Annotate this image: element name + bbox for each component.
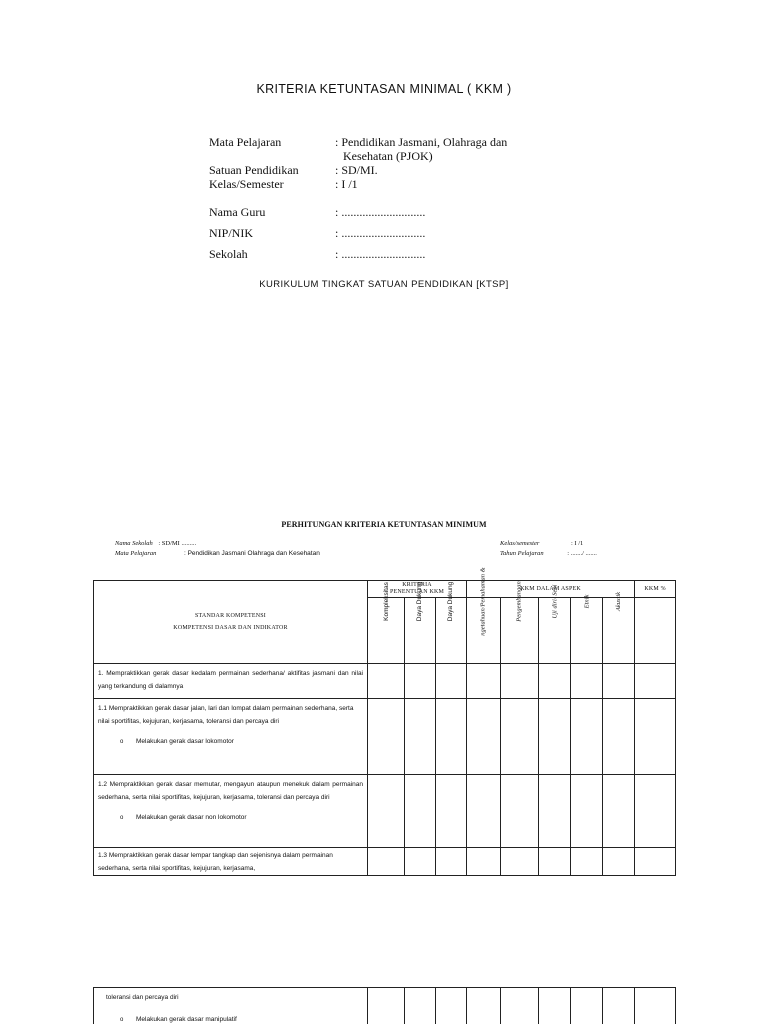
header-kriteria-1: KRITERIA — [402, 582, 432, 588]
page-title: KRITERIA KETUNTASAN MINIMAL ( KKM ) — [256, 82, 512, 96]
header-kd: KOMPETENSI DASAR DAN INDIKATOR — [173, 625, 288, 631]
indicator-bullet: o Melakukan gerak dasar manipulatif — [94, 1010, 367, 1024]
meta-class-value: : I /1 — [570, 540, 584, 547]
col-header-akustik: Akustik — [603, 598, 635, 664]
header-kriteria-2: PENENTUAN KKM — [389, 589, 445, 595]
row-text-cell: 1.2 Mempraktikkan gerak dasar memutar, mengayun ataupun menekuk dalam permainan sederhana, serta nilai sportifitas, kejujuran, kerjasama, toleransi dan percaya diri o Melakukan gerak dasar non lokomotor — [94, 775, 368, 848]
meta-school-label: Nama Sekolah — [115, 540, 153, 547]
info-label: Nama Guru — [209, 205, 266, 219]
info-label: Sekolah — [209, 247, 248, 261]
info-label: NIP/NIK — [209, 226, 253, 240]
meta-year — [500, 550, 597, 557]
table-row — [94, 848, 676, 876]
col-header-uji-diri: Uji diri/ Seni — [539, 598, 571, 664]
meta-class — [500, 540, 583, 547]
curriculum-heading: KURIKULUM TINGKAT SATUAN PENDIDIKAN [KTSP] — [259, 279, 509, 290]
header-kkm: KKM % — [635, 581, 676, 598]
info-value: : I /1 — [335, 177, 358, 191]
meta-subject-label: Mata Pelajaran — [115, 550, 157, 557]
meta-subject — [115, 550, 320, 557]
table-row — [94, 664, 676, 699]
kkm-table-continued — [93, 987, 676, 1024]
header-standard — [94, 581, 368, 664]
row-text-cell: 1. Mempraktikkan gerak dasar kedalam permainan sederhana/ aktifitas jasmani dan nilai yang terkandung di dalamnya — [94, 664, 368, 699]
col-header-kompleksitas: Kompleksitas — [368, 598, 405, 664]
indicator-bullet: o Melakukan gerak dasar non lokomotor — [94, 808, 367, 825]
row-text-cell: toleransi dan percaya diri o Melakukan gerak dasar manipulatif — [94, 988, 368, 1024]
col-header-daya-dukung-2: Daya Dukung — [436, 598, 467, 664]
col-header-daya-dukung: Daya Dukung — [405, 598, 436, 664]
meta-school-value: : SD/MI ......... — [158, 540, 197, 547]
table-row — [94, 699, 676, 775]
col-header-etnik: Etnik — [571, 598, 603, 664]
meta-subject-value: : Pendidikan Jasmani Olahraga dan Kesehatan — [183, 550, 320, 557]
kkm-table — [93, 567, 676, 876]
info-value-cont: Kesehatan (PJOK) — [343, 149, 433, 163]
col-header-pengembangan: Pengembangan — [501, 598, 539, 664]
row-text-cell: 1.3 Mempraktikkan gerak dasar lempar tangkap dan sejenisnya dalam permainan sederhana, serta nilai sportifitas, kejujuran, kerjasama, — [94, 848, 368, 876]
col-header-kkm — [635, 598, 676, 664]
info-value: : SD/MI. — [335, 163, 378, 177]
indicator-bullet: o Melakukan gerak dasar lokomotor — [94, 732, 367, 749]
header-aspek: KKM DALAM ASPEK — [467, 581, 635, 598]
col-header-pengetahuan: ngetahuan/Pemahaman & — [467, 598, 501, 664]
meta-year-label: Tahun Pelajaran — [500, 550, 544, 557]
info-value: : ............................ — [335, 205, 426, 219]
info-value: : ............................ — [335, 226, 426, 240]
row-text-cell: 1.1 Mempraktikkan gerak dasar jalan, lari dan lompat dalam permainan sederhana, serta nilai sportifitas, kejujuran, kerjasama, toleransi dan percaya diri o Melakukan gerak dasar lokomotor — [94, 699, 368, 775]
meta-class-label: Kelas/semester — [500, 540, 540, 547]
header-sk: STANDAR KOMPETENSI — [195, 613, 266, 619]
meta-school — [115, 540, 196, 547]
info-value: : Pendidikan Jasmani, Olahraga dan — [335, 135, 508, 149]
info-label: Satuan Pendidikan — [209, 163, 299, 177]
meta-year-value: : ......./ ....... — [567, 550, 597, 557]
info-label: Kelas/Semester — [209, 177, 284, 191]
info-value: : ............................ — [335, 247, 426, 261]
table-row — [94, 775, 676, 848]
table-row — [94, 988, 676, 1024]
info-label: Mata Pelajaran — [209, 135, 282, 149]
calc-title: PERHITUNGAN KRITERIA KETUNTASAN MINIMUM — [281, 520, 487, 529]
